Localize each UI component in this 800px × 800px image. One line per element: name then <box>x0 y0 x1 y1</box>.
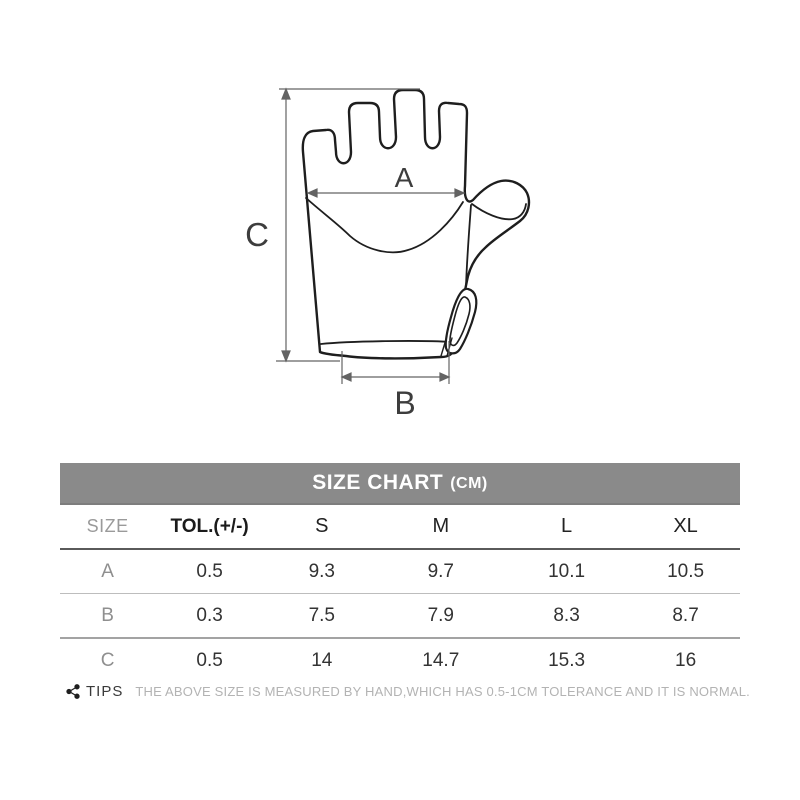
cell-a-tol: 0.5 <box>155 549 264 594</box>
cell-a-m: 9.7 <box>380 549 502 594</box>
row-label-b: B <box>60 594 155 639</box>
cell-c-s: 14 <box>311 649 333 671</box>
tips-text: THE ABOVE SIZE IS MEASURED BY HAND,WHICH HAS 0.5-1CM TOLERANCE AND IT IS NORMAL. <box>135 683 750 699</box>
cell-b-tol: 0.3 <box>155 594 264 639</box>
tips-label: TIPS <box>86 682 124 700</box>
size-chart-title: SIZE CHART <box>312 471 444 494</box>
cell-a-xl: 10.5 <box>631 549 740 594</box>
column-header-s: S <box>264 505 380 549</box>
table-header-row <box>60 505 740 549</box>
column-header-xl: XL <box>631 505 740 549</box>
cell-c-l: 15.3 <box>548 649 586 671</box>
size-chart-section <box>60 463 740 682</box>
cell-c-m: 14.7 <box>422 649 460 671</box>
tips-bar <box>66 678 766 704</box>
column-header-tolerance: TOL.(+/-) <box>155 505 264 549</box>
size-chart-table <box>60 505 740 682</box>
cell-b-m: 7.9 <box>380 594 502 639</box>
share-nodes-icon <box>66 684 80 699</box>
cell-c-tol: 0.5 <box>196 649 223 671</box>
column-header-l: L <box>502 505 631 549</box>
cell-c-xl: 16 <box>675 649 697 671</box>
cell-a-s: 9.3 <box>264 549 380 594</box>
cell-b-s: 7.5 <box>264 594 380 639</box>
cell-b-xl: 8.7 <box>631 594 740 639</box>
cell-a-l: 10.1 <box>502 549 631 594</box>
row-label-a: A <box>60 549 155 594</box>
column-header-m: M <box>380 505 502 549</box>
dimension-label-b: B <box>394 385 416 421</box>
cell-b-l: 8.3 <box>502 594 631 639</box>
table-row-c <box>60 638 740 682</box>
dimension-label-a: A <box>394 162 414 193</box>
table-row-b <box>60 594 740 639</box>
row-label-c: C <box>100 649 115 671</box>
size-chart-header <box>60 463 740 505</box>
size-chart-unit: (CM) <box>450 475 488 492</box>
dimension-label-c: C <box>245 216 269 253</box>
table-row-a <box>60 549 740 594</box>
column-header-size: SIZE <box>60 505 155 549</box>
